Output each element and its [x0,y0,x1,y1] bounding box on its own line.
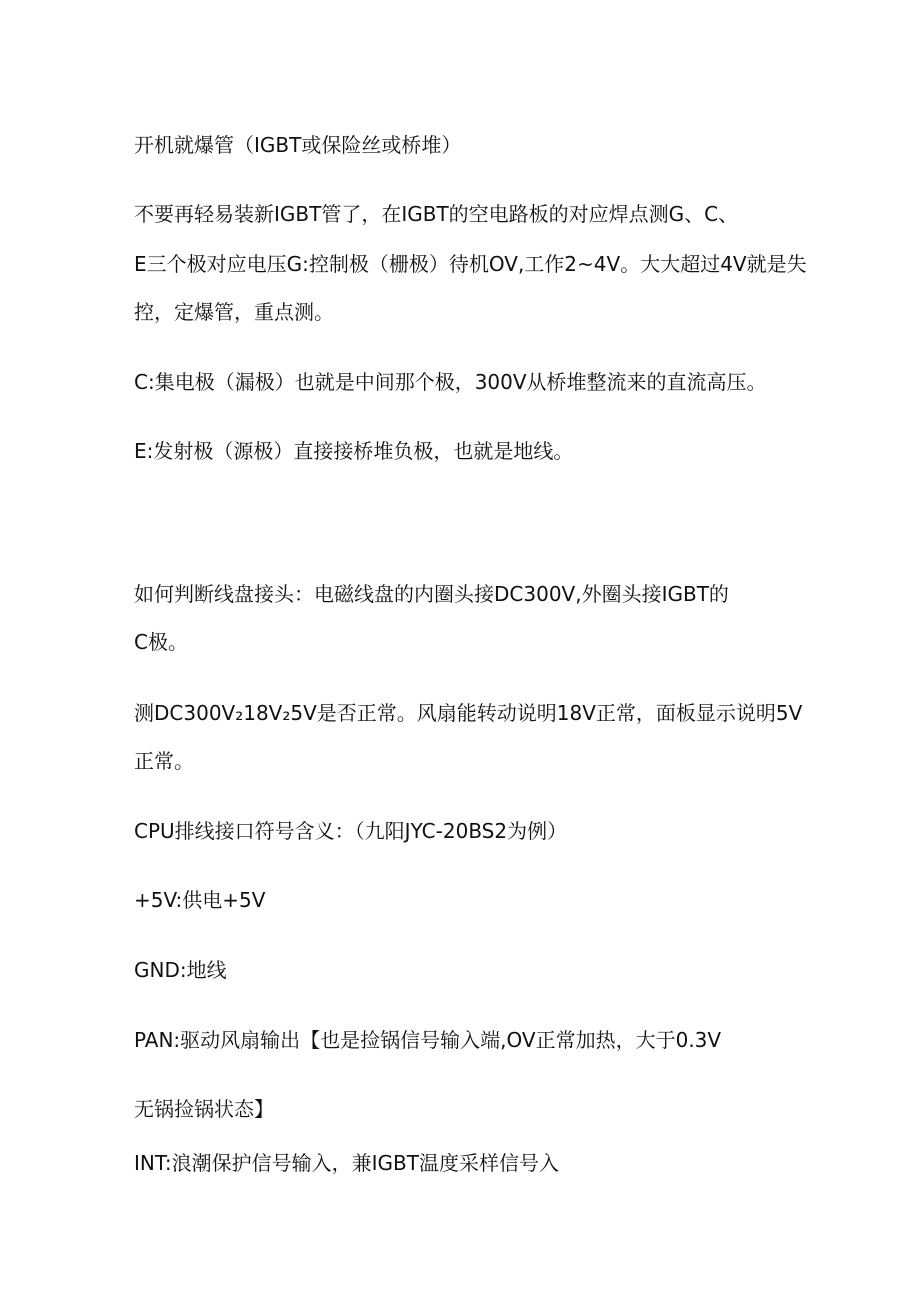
pin-int-line: INT:浪潮保护信号输入，兼IGBT温度采样信号入 [134,1151,559,1175]
pin-gnd-line: GND:地线 [134,958,227,982]
paragraph-line: 控，定爆管，重点测。 [134,300,334,324]
paragraph-line: 不要再轻易装新IGBT管了，在IGBT的空电路板的对应焊点测G、C、 [134,202,739,226]
paragraph-line: 如何判断线盘接头：电磁线盘的内圈头接DC300V,外圈头接IGBT的 [134,582,729,606]
pin-5v-line: +5V:供电+5V [134,888,266,912]
paragraph-line: C:集电极（漏极）也就是中间那个极，300V从桥堆整流来的直流高压。 [134,370,767,394]
paragraph-line: 无锅捡锅状态】 [134,1097,274,1121]
paragraph-line: 测DC300V₂18V₂5V是否正常。风扇能转动说明18V正常，面板显示说明5V [134,701,803,725]
heading-igbt-blowout: 开机就爆管（IGBT或保险丝或桥堆） [134,133,462,157]
paragraph-line: E三个极对应电压G:控制极（栅极）待机OV,工作2~4V。大大超过4V就是失 [134,252,807,276]
paragraph-line: E:发射极（源极）直接接桥堆负极，也就是地线。 [134,439,574,463]
paragraph-line: CPU排线接口符号含义：（九阳JYC-20BS2为例） [134,819,568,843]
paragraph-line: 正常。 [134,749,194,773]
pin-pan-line: PAN:驱动风扇输出【也是捡锅信号输入端,OV正常加热，大于0.3V [134,1028,722,1052]
paragraph-line: C极。 [134,630,188,654]
